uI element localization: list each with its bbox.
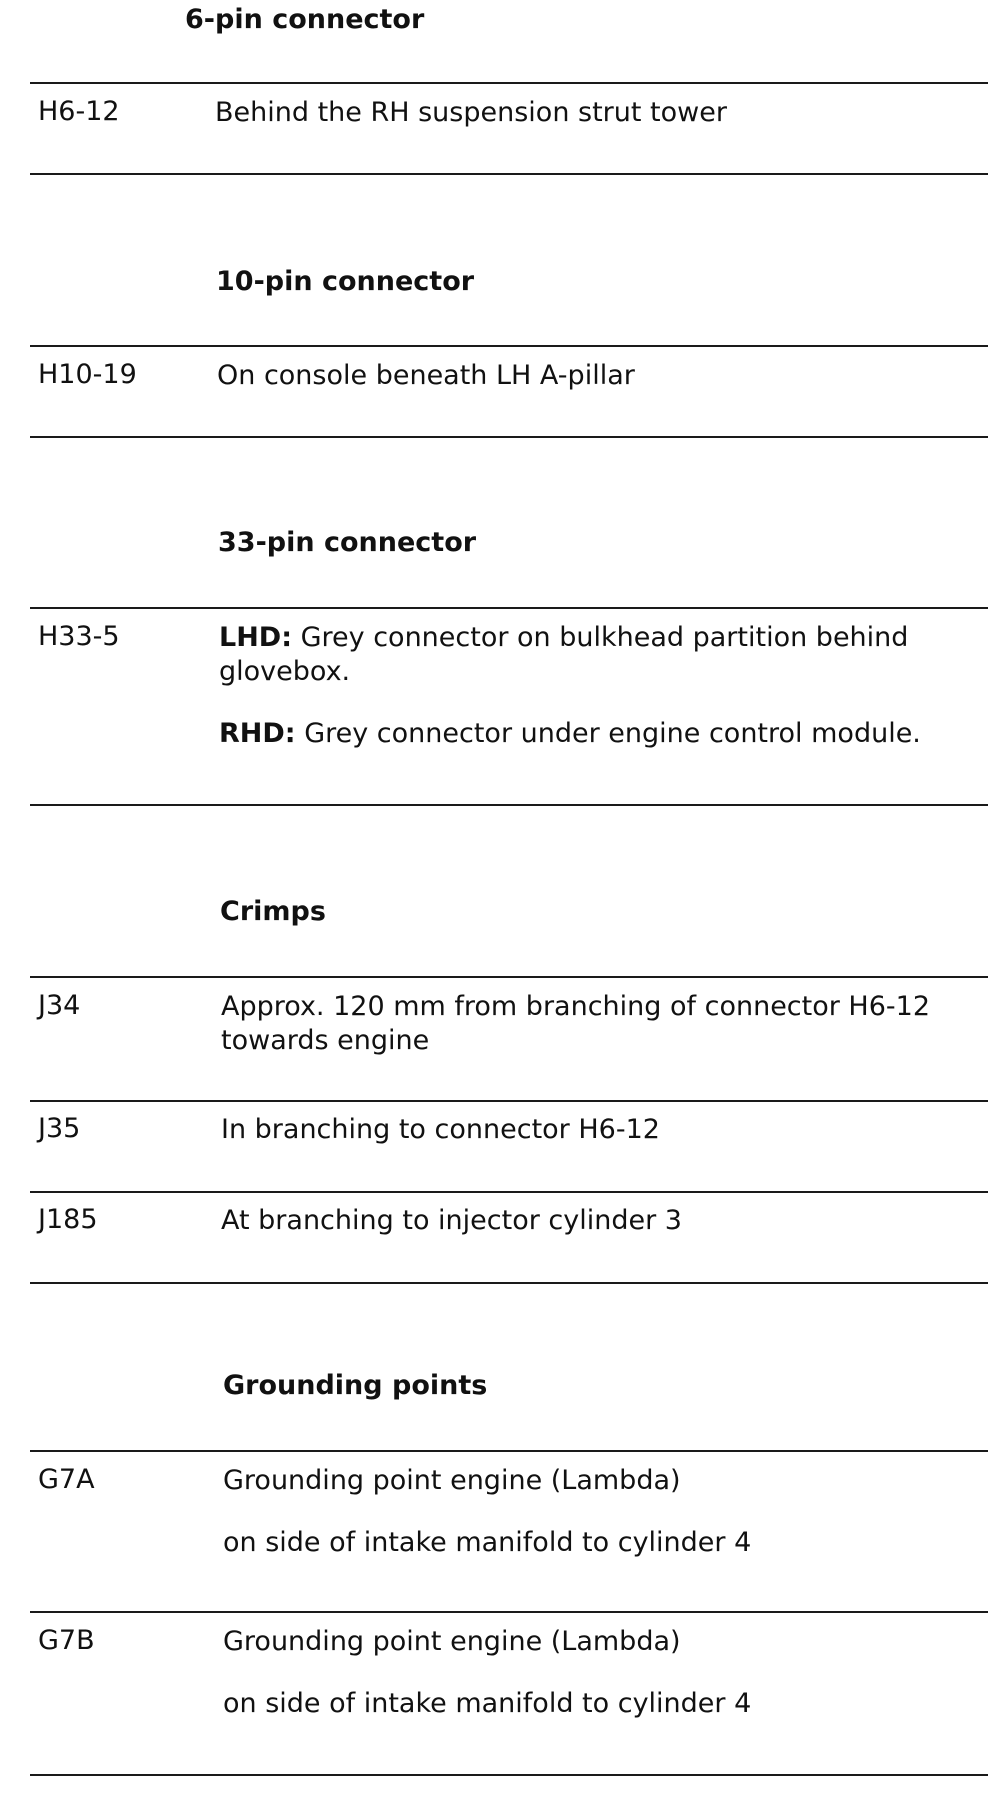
crimp-code: J35 xyxy=(38,1113,81,1144)
table-rule xyxy=(30,1611,988,1613)
description-line: on side of intake manifold to cylinder 4 xyxy=(223,1688,752,1719)
grounding-code: G7B xyxy=(38,1625,95,1656)
table-rule xyxy=(30,607,988,609)
location-description xyxy=(223,1464,983,1560)
rhd-text: Grey connector under engine control module. xyxy=(295,718,921,749)
table-rule xyxy=(30,1282,988,1284)
connector-code: H33-5 xyxy=(38,621,120,652)
table-rule xyxy=(30,436,988,438)
crimp-code: J185 xyxy=(38,1204,98,1235)
table-rule xyxy=(30,804,988,806)
section-heading-crimps: Crimps xyxy=(220,896,326,927)
description-line: Behind the RH suspension strut tower xyxy=(215,97,727,128)
location-description xyxy=(223,1625,983,1721)
section-heading-6-pin: 6-pin connector xyxy=(185,4,425,35)
lhd-text: Grey connector on bulkhead partition behind glovebox. xyxy=(219,622,909,687)
table-rule xyxy=(30,1191,988,1193)
table-rule xyxy=(30,1774,988,1776)
description-line: In branching to connector H6-12 xyxy=(221,1114,660,1145)
section-heading-grounding-points: Grounding points xyxy=(223,1370,488,1401)
description-line xyxy=(219,717,969,751)
description-line: Grounding point engine (Lambda) xyxy=(223,1626,681,1657)
section-heading-10-pin: 10-pin connector xyxy=(216,266,475,297)
location-description xyxy=(215,96,975,130)
description-line: Approx. 120 mm from branching of connector H6-12 towards engine xyxy=(221,991,931,1056)
crimp-code: J34 xyxy=(38,990,81,1021)
location-description xyxy=(219,621,969,751)
description-line: Grounding point engine (Lambda) xyxy=(223,1465,681,1496)
connector-code: H10-19 xyxy=(38,359,137,390)
description-line xyxy=(219,621,969,689)
table-rule xyxy=(30,976,988,978)
section-heading-33-pin: 33-pin connector xyxy=(218,527,477,558)
grounding-code: G7A xyxy=(38,1464,95,1495)
description-line: On console beneath LH A-pillar xyxy=(217,360,635,391)
table-rule xyxy=(30,82,988,84)
location-description xyxy=(221,990,971,1058)
location-description xyxy=(221,1204,981,1238)
table-rule xyxy=(30,1100,988,1102)
lhd-label: LHD: xyxy=(219,622,293,653)
table-rule xyxy=(30,345,988,347)
description-line: At branching to injector cylinder 3 xyxy=(221,1205,682,1236)
rhd-label: RHD: xyxy=(219,718,296,749)
table-rule xyxy=(30,173,988,175)
table-rule xyxy=(30,1450,988,1452)
location-description xyxy=(221,1113,981,1147)
description-line: on side of intake manifold to cylinder 4 xyxy=(223,1527,752,1558)
location-description xyxy=(217,359,977,393)
connector-code: H6-12 xyxy=(38,96,120,127)
